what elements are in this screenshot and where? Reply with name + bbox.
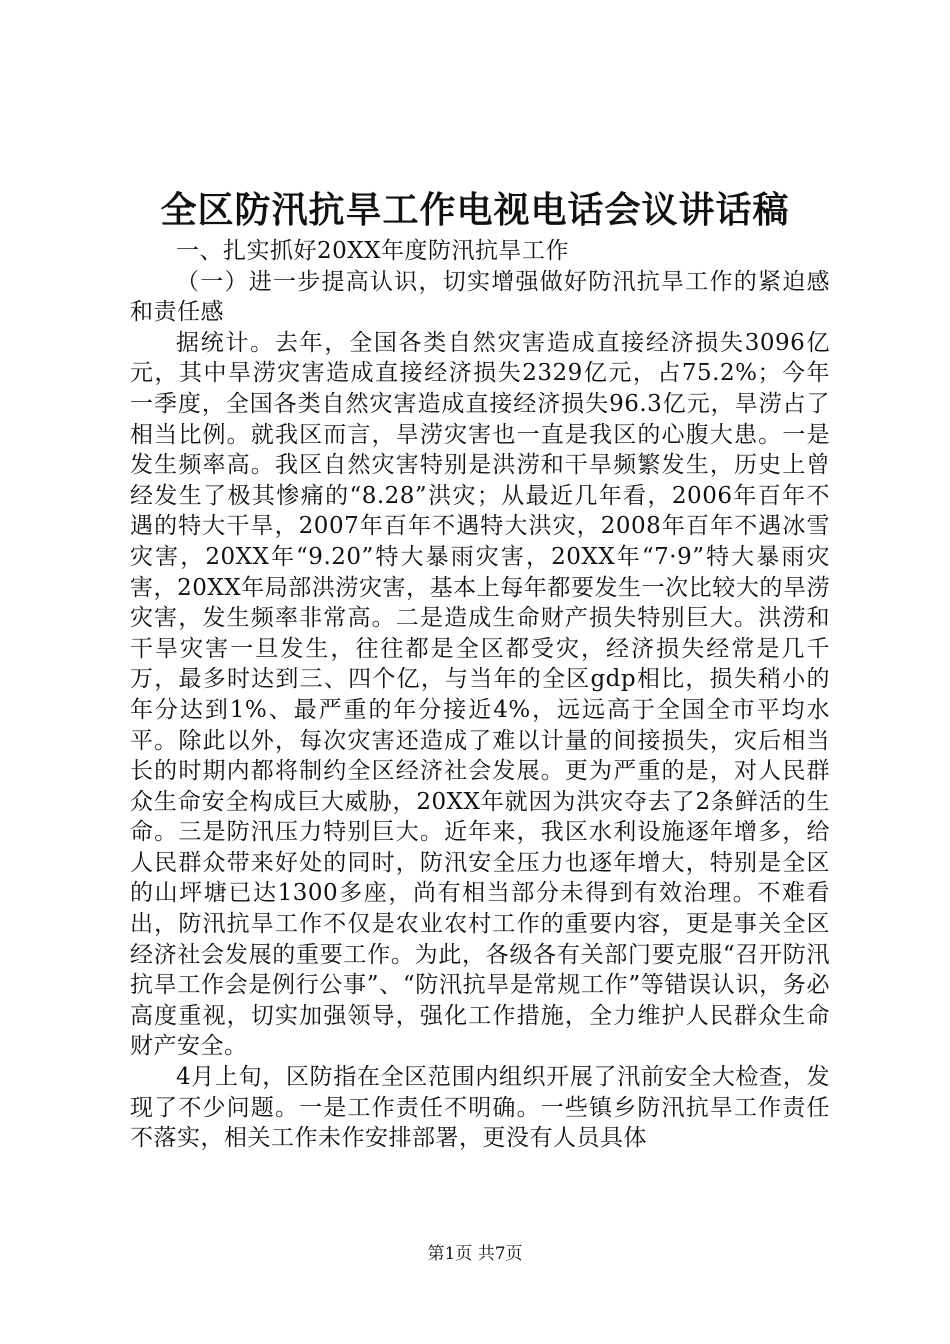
- document-body: [130, 236, 830, 1154]
- section-heading: 一、扎实抓好20XX年度防汛抗旱工作: [176, 238, 570, 264]
- body-paragraph: 4月上旬，区防指在全区范围内组织开展了汛前安全大检查，发现了不少问题。一是工作责任不明确。一些镇乡防汛抗旱工作责任不落实，相关工作未作安排部署，更没有人员具体: [130, 1064, 830, 1152]
- document-title: 全区防汛抗旱工作电视电话会议讲话稿: [160, 189, 790, 231]
- body-paragraph: 据统计。去年，全国各类自然灾害造成直接经济损失3096亿元，其中旱涝灾害造成直接经济损失2329亿元，占75.2%；今年一季度，全国各类自然灾害造成直接经济损失96.3亿元，旱涝占了相当比例。就我区而言，旱涝灾害也一直是我区的心腹大患。一是发生频率高。我区自然灾害特别是洪涝和干旱频繁发生，历史上曾经发生了极其惨痛的“8.28”洪灾；从最近几年看，2006年百年不遇的特大干旱，2007年百年不遇特大洪灾，2008年百年不遇冰雪灾害，20XX年“9.20”特大暴雨灾害，20XX年“7·9”特大暴雨灾害，20XX年局部洪涝灾害，基本上每年都要发生一次比较大的旱涝灾害，发生频率非常高。二是造成生命财产损失特别巨大。洪涝和干旱灾害一旦发生，往往都是全区都受灾，经济损失经常是几千万，最多时达到三、四个亿，与当年的全区gdp相比，损失稍小的年分达到1%、最严重的年分接近4%，远远高于全国全市平均水平。除此以外，每次灾害还造成了难以计量的间接损失，灾后相当长的时期内都将制约全区经济社会发展。更为严重的是，对人民群众生命安全构成巨大威胁，20XX年就因为洪灾夺去了2条鲜活的生命。三是防汛压力特别巨大。近年来，我区水利设施逐年增多，给人民群众带来好处的同时，防汛安全压力也逐年增大，特别是全区的山坪塘已达1300多座，尚有相当部分未得到有效治理。不难看出，防汛抗旱工作不仅是农业农村工作的重要内容，更是事关全区经济社会发展的重要工作。为此，各级各有关部门要克服“召开防汛抗旱工作会是例行公事”、“防汛抗旱是常规工作”等错误认识，务必高度重视，切实加强领导，强化工作措施，全力维护人民群众生命财产安全。: [130, 329, 830, 1060]
- subsection-heading: （一）进一步提高认识，切实增强做好防汛抗旱工作的紧迫感和责任感: [130, 268, 830, 326]
- page-number-footer: 第1页 共7页: [427, 1244, 523, 1264]
